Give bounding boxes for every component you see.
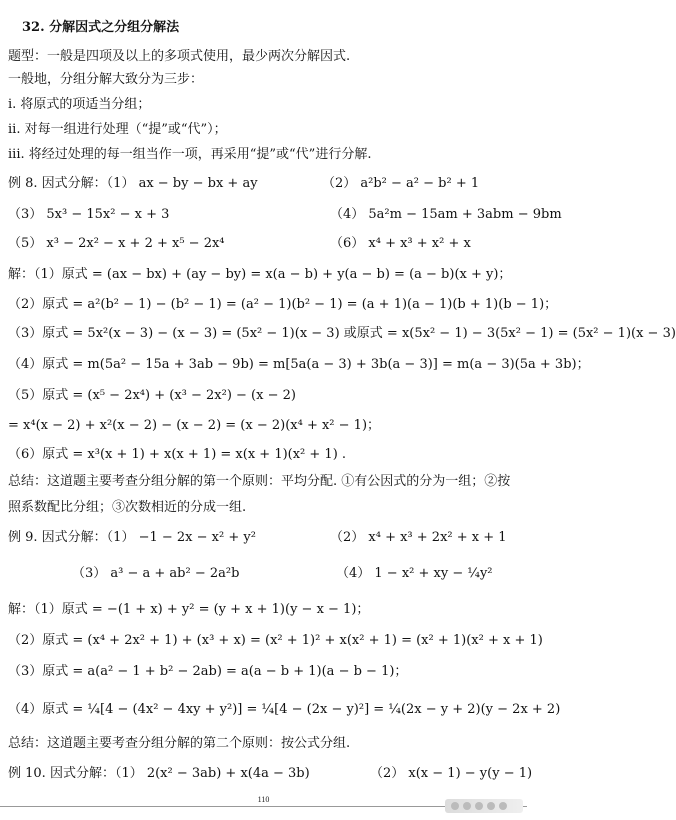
page-number: 110 bbox=[257, 795, 270, 804]
line-sol9-1: 解：（1）原式 = −(1 + x) + y² = (y + x + 1)(y − x − 1)； bbox=[8, 602, 370, 617]
line-ex8-b: （2） a²b² − a² − b² + 1 bbox=[322, 176, 480, 191]
line-sol9-2: （2）原式 = (x⁴ + 2x² + 1) + (x³ + x) = (x² + 1)² + x(x² + 1) = (x² + 1)(x² + x + 1) bbox=[8, 633, 543, 648]
line-ex10-b: （2） x(x − 1) − y(y − 1) bbox=[370, 766, 533, 781]
line-sol8-3: （3）原式 = 5x²(x − 3) − (x − 3) = (5x² − 1)(x − 3) 或原式 = x(5x² − 1) − 3(5x² − 1) = (5x² − 1)(x − 3) bbox=[8, 326, 676, 341]
line-sol9-3: （3）原式 = a(a² − 1 + b² − 2ab) = a(a − b + 1)(a − b − 1)； bbox=[8, 664, 408, 679]
line-ex9-d: （4） 1 − x² + xy − ¼y² bbox=[336, 566, 493, 581]
line-sol8-5b: = x⁴(x − 2) + x²(x − 2) − (x − 2) = (x − 2)(x⁴ + x² − 1)； bbox=[8, 418, 381, 433]
line-sum8-b: 照系数配比分组；③次数相近的分成一组. bbox=[8, 500, 247, 515]
line-step-1: i. 将原式的项适当分组； bbox=[8, 97, 151, 112]
line-sum9: 总结：这道题主要考查分组分解的第二个原则：按公式分组. bbox=[8, 736, 351, 751]
watermark-logo bbox=[445, 799, 523, 813]
line-sol8-2: （2）原式 = a²(b² − 1) − (b² − 1) = (a² − 1)(b² − 1) = (a + 1)(a − 1)(b + 1)(b − 1)； bbox=[8, 297, 558, 312]
line-intro-1: 题型：一般是四项及以上的多项式使用，最少两次分解因式. bbox=[8, 49, 351, 64]
line-ex8-c: （3） 5x³ − 15x² − x + 3 bbox=[8, 207, 170, 222]
line-ex9-c: （3） a³ − a + ab² − 2a²b bbox=[72, 566, 240, 581]
line-sol8-1: 解：（1）原式 = (ax − bx) + (ay − by) = x(a − b) + y(a − b) = (a − b)(x + y)； bbox=[8, 267, 512, 282]
line-sol8-5: （5）原式 = (x⁵ − 2x⁴) + (x³ − 2x²) − (x − 2) bbox=[8, 388, 296, 403]
line-ex8-f: （6） x⁴ + x³ + x² + x bbox=[330, 236, 471, 251]
line-intro-2: 一般地，分组分解大致分为三步： bbox=[8, 72, 204, 87]
line-ex9-b: （2） x⁴ + x³ + 2x² + x + 1 bbox=[330, 530, 507, 545]
line-title: 32. 分解因式之分组分解法 bbox=[22, 20, 180, 35]
line-sum8-a: 总结：这道题主要考查分组分解的第一个原则：平均分配. ①有公因式的分为一组；②按 bbox=[8, 474, 511, 489]
line-ex8-a: 例 8. 因式分解：（1） ax − by − bx + ay bbox=[8, 176, 258, 191]
line-ex8-d: （4） 5a²m − 15am + 3abm − 9bm bbox=[330, 207, 562, 222]
line-step-2: ii. 对每一组进行处理（“提”或“代”）； bbox=[8, 122, 227, 137]
line-step-3: iii. 将经过处理的每一组当作一项，再采用“提”或“代”进行分解. bbox=[8, 147, 372, 162]
line-ex8-e: （5） x³ − 2x² − x + 2 + x⁵ − 2x⁴ bbox=[8, 236, 225, 251]
line-sol9-4: （4）原式 = ¼[4 − (4x² − 4xy + y²)] = ¼[4 − (2x − y)²] = ¼(2x − y + 2)(y − 2x + 2) bbox=[8, 702, 561, 717]
line-sol8-6: （6）原式 = x³(x + 1) + x(x + 1) = x(x + 1)(x² + 1) . bbox=[8, 447, 347, 462]
line-ex10-a: 例 10. 因式分解：（1） 2(x² − 3ab) + x(4a − 3b) bbox=[8, 766, 310, 781]
line-ex9-a: 例 9. 因式分解：（1） −1 − 2x − x² + y² bbox=[8, 530, 256, 545]
line-sol8-4: （4）原式 = m(5a² − 15a + 3ab − 9b) = m[5a(a − 3) + 3b(a − 3)] = m(a − 3)(5a + 3b)； bbox=[8, 357, 590, 372]
